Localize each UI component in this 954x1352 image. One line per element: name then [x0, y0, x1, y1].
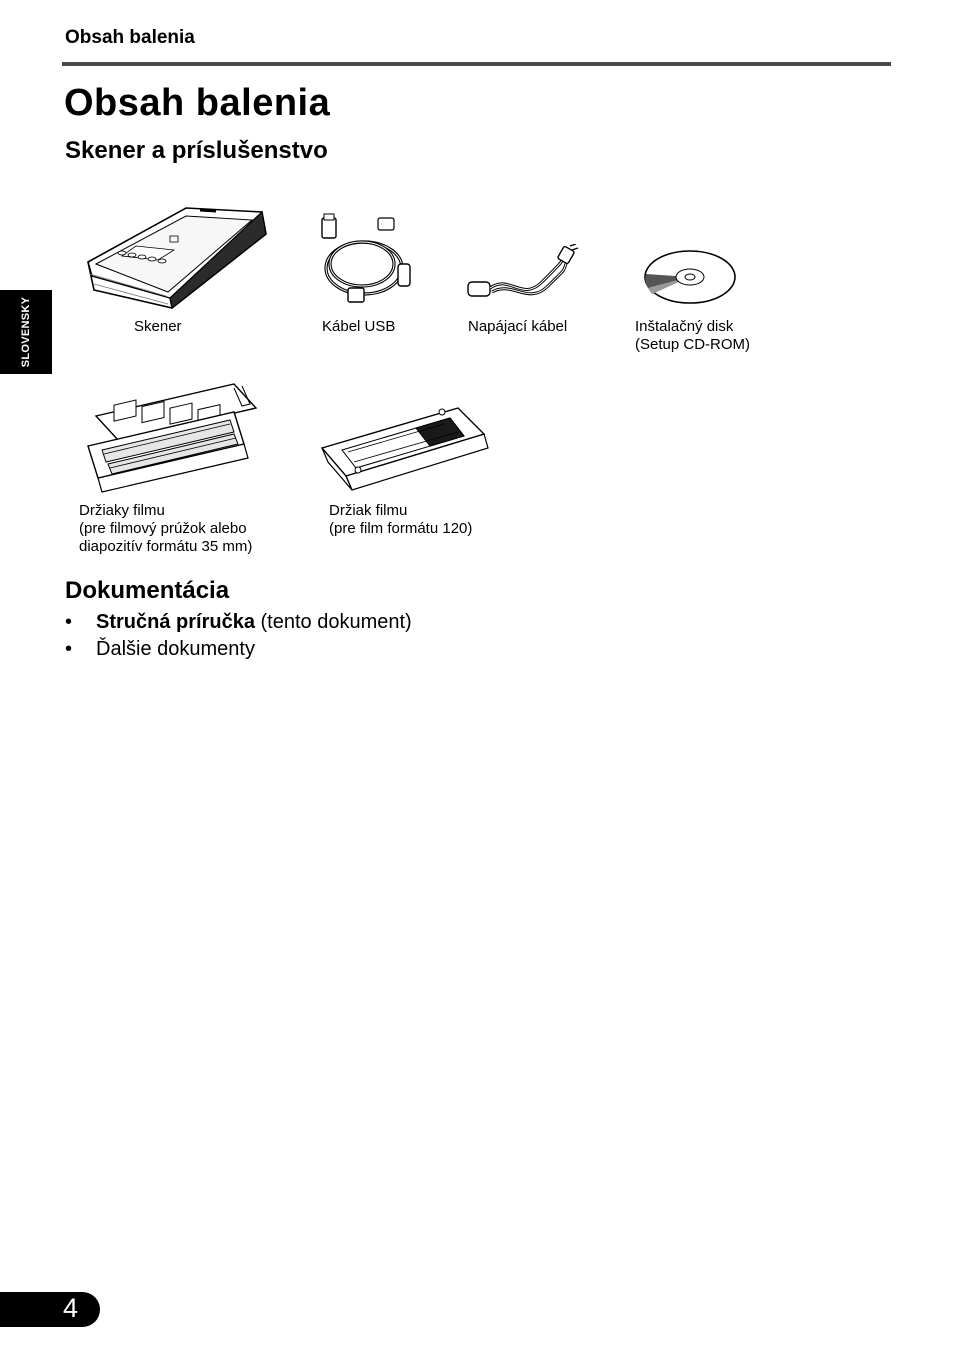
bullet: • [65, 611, 73, 633]
doc-item-title: Ďalšie dokumenty [96, 638, 255, 660]
film-holders-illustration [84, 380, 264, 498]
page-number: 4 [63, 1293, 79, 1323]
doc-item-title: Stručná príručka [96, 611, 255, 633]
page-title: Obsah balenia [64, 82, 331, 124]
language-tab-label: SLOVENSKY [20, 296, 32, 368]
documentation-list [65, 609, 412, 663]
caption-power-cable: Napájací kábel [468, 318, 568, 335]
list-item [65, 636, 412, 663]
caption-disc-line1: Inštalačný disk [635, 318, 734, 335]
caption-film-holders-line3: diapozitív formátu 35 mm) [79, 538, 253, 555]
section-title-accessories: Skener a príslušenstvo [65, 137, 328, 164]
page-number-tab [0, 1292, 100, 1327]
usb-cable-illustration [318, 212, 418, 308]
running-header: Obsah balenia [65, 27, 195, 48]
caption-film-holder-120-line2: (pre film formátu 120) [329, 520, 473, 537]
list-item [65, 609, 412, 636]
doc-item-note: (tento dokument) [254, 611, 412, 633]
bullet: • [65, 638, 73, 660]
caption-usb-cable: Kábel USB [322, 318, 396, 335]
caption-film-holders-line1: Držiaky filmu [79, 502, 165, 519]
header-rule [62, 62, 891, 66]
caption-scanner: Skener [134, 318, 182, 335]
caption-film-holder-120-line1: Držiak filmu [329, 502, 408, 519]
language-tab [0, 290, 52, 374]
scanner-illustration [82, 200, 298, 312]
caption-disc-line2: (Setup CD-ROM) [635, 336, 751, 353]
power-cable-illustration [462, 244, 582, 306]
cd-rom-illustration [642, 248, 738, 306]
caption-film-holders-line2: (pre filmový prúžok alebo [79, 520, 247, 537]
film-holder-120-illustration [318, 404, 490, 496]
section-title-documentation: Dokumentácia [65, 577, 230, 604]
